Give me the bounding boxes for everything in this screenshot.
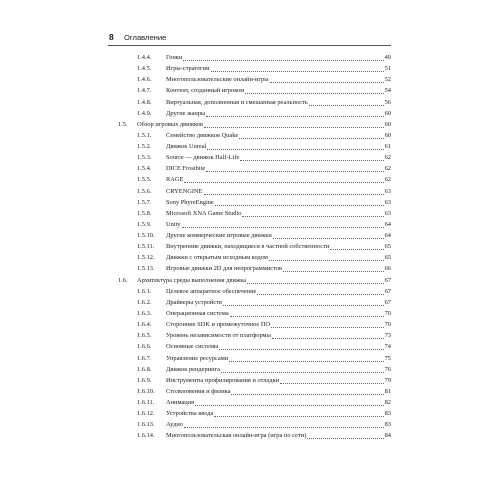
toc-leader-dots [182,226,384,228]
toc-entry-number: 1.6. [118,276,128,284]
toc-entry-number: 1.5.8. [137,209,152,217]
toc-entry-number: 1.5.1. [137,131,152,139]
toc-leader-dots [257,293,383,295]
toc-leader-dots [211,70,384,72]
toc-leader-dots [229,360,383,362]
toc-entry-title: Многопользовательская онлайн-игра (игра по сети) [166,432,307,440]
toc-entry-title: Контент, созданный игроком [166,87,245,95]
toc-entry-number: 1.5.11. [137,243,155,251]
toc-entry-number: 1.5.10. [137,232,155,240]
toc-entry-title: Microsoft XNA Game Studio [166,209,242,217]
toc-entry [0,109,500,119]
toc-entry [0,231,500,241]
toc-entry-title: Многопользовательские онлайн-игры [166,76,269,84]
toc-entry-title: Драйверы устройств [166,298,223,306]
toc-entry [0,287,500,297]
toc-leader-dots [239,137,383,139]
toc-entry [0,276,500,286]
toc-entry-title: Архитектура среды выполнения движка [137,276,247,284]
toc-entry [0,242,500,252]
toc-leader-dots [247,282,383,284]
toc-leader-dots [283,270,384,272]
toc-entry-title: Столкновения и физика [166,387,231,395]
toc-leader-dots [272,337,384,339]
toc-leader-dots [242,215,383,217]
toc-entry-number: 1.5. [118,120,128,128]
toc-leader-dots [307,437,383,439]
toc-entry-number: 1.6.4. [137,321,152,329]
toc-entry-title: Движок Unreal [166,143,207,151]
toc-entry-number: 1.4.5. [137,65,152,73]
toc-entry-page: 82 [384,399,391,407]
toc-entry [0,131,500,141]
toc-entry-number: 1.4.7. [137,87,152,95]
running-title: Оглавление [124,33,167,42]
toc-entry-title: Уровень независимости от платформы [166,332,271,340]
toc-leader-dots [183,59,383,61]
toc-entry-title: Source — движок Half-Life [166,154,240,162]
toc-leader-dots [223,304,384,306]
toc-entry [0,86,500,96]
toc-entry-title: Другие коммерческие игровые движки [166,232,272,240]
toc-entry [0,331,500,341]
toc-entry-page: 62 [384,154,391,162]
toc-leader-dots [215,204,384,206]
toc-entry-page: 63 [384,187,391,195]
toc-entry-page: 81 [384,387,391,395]
toc-entry [0,253,500,263]
toc-entry-number: 1.6.5. [137,332,152,340]
toc-entry [0,187,500,197]
toc-leader-dots [221,371,384,373]
toc-leader-dots [280,382,384,384]
toc-leader-dots [184,426,384,428]
toc-entry-title: Семейство движков Quake [166,131,239,139]
toc-entry-number: 1.4.9. [137,109,152,117]
toc-entry [0,320,500,330]
toc-entry-page: 67 [384,276,391,284]
toc-entry [0,354,500,364]
toc-entry-number: 1.5.6. [137,187,152,195]
toc-entry-number: 1.5.3. [137,154,152,162]
toc-leader-dots [309,104,384,106]
toc-entry-number: 1.5.4. [137,165,152,173]
toc-entry-page: 79 [384,376,391,384]
toc-entry-page: 83 [384,410,391,418]
toc-entry-page: 84 [384,432,391,440]
toc-entry-title: Основные системы [166,343,219,351]
toc-entry-number: 1.6.7. [137,354,152,362]
toc-entry-title: Другие жанры [166,109,206,117]
toc-entry-page: 56 [384,98,391,106]
toc-entry [0,209,500,219]
page-number: 8 [109,32,114,42]
toc-entry [0,120,500,130]
toc-entry [0,98,500,108]
toc-entry-title: Unity [166,220,181,228]
toc-entry-title: Игры-стратегии [166,65,210,73]
toc-entry [0,220,500,230]
toc-entry-page: 63 [384,209,391,217]
toc-entry-page: 70 [384,309,391,317]
toc-entry-page: 70 [384,321,391,329]
toc-entry [0,64,500,74]
toc-entry-title: Виртуальная, дополненная и смешанная реальность [166,98,308,106]
toc-entry [0,164,500,174]
toc-entry-title: Движки с открытым исходным кодом [166,254,268,262]
toc-entry-title: Управление ресурсами [166,354,229,362]
toc-leader-dots [271,326,384,328]
toc-entry-number: 1.5.7. [137,198,152,206]
toc-entry-title: Аудио [166,421,183,429]
toc-entry-number: 1.6.2. [137,298,152,306]
toc-entry-title: Движок рендеринга [166,365,220,373]
toc-entry-number: 1.6.14. [137,432,155,440]
toc-entry-page: 63 [384,198,391,206]
toc-leader-dots [240,159,383,161]
toc-entry [0,264,500,274]
toc-entry [0,198,500,208]
toc-entry-title: Sony PhyreEngine [166,198,214,206]
toc-leader-dots [273,237,384,239]
toc-entry-page: 64 [384,220,391,228]
toc-entry-page: 54 [384,87,391,95]
toc-entry-page: 51 [384,65,391,73]
toc-entry-number: 1.6.3. [137,309,152,317]
toc-entry-page: 61 [384,143,391,151]
toc-leader-dots [270,81,384,83]
toc-entry-number: 1.6.8. [137,365,152,373]
toc-entry [0,376,500,386]
toc-entry [0,431,500,441]
running-header [108,31,391,46]
toc-entry-page: 74 [384,343,391,351]
toc-entry [0,420,500,430]
toc-entry-page: 67 [384,287,391,295]
toc-entry-title: DICE Frostbite [166,165,206,173]
toc-entry-title: CRYENGINE [166,187,203,195]
toc-entry [0,142,500,152]
toc-entry-page: 62 [384,176,391,184]
toc-entry-number: 1.5.13. [137,265,155,273]
toc-entry-page: 62 [384,165,391,173]
toc-entry-title: RAGE [166,176,184,184]
toc-entry-page: 65 [384,243,391,251]
toc-entry-number: 1.5.12. [137,254,155,262]
toc-entry-number: 1.6.10. [137,387,155,395]
toc-leader-dots [231,393,383,395]
toc-leader-dots [207,148,383,150]
toc-entry-number: 1.5.2. [137,143,152,151]
toc-entry [0,342,500,352]
toc-entry-page: 76 [384,365,391,373]
toc-entry-title: Внутренние движки, находящиеся в частной собственности [166,243,330,251]
toc-entry [0,153,500,163]
toc-entry-title: Операционная система [166,309,229,317]
toc-leader-dots [219,348,383,350]
toc-entry-page: 73 [384,332,391,340]
toc-entry-title: Устройства ввода [166,410,214,418]
toc-entry-number: 1.6.13. [137,421,155,429]
toc-entry-page: 60 [384,109,391,117]
toc-leader-dots [214,415,383,417]
toc-entry-title: Гонки [166,54,183,61]
toc-entry-title: Целевое аппаратное обеспечение [166,287,257,295]
toc-entry [0,298,500,308]
toc-entry [0,53,500,63]
toc-leader-dots [184,181,383,183]
toc-entry-number: 1.6.9. [137,376,152,384]
toc-entry-number: 1.4.6. [137,76,152,84]
toc-entry-number: 1.6.11. [137,399,155,407]
toc-entry-title: Инструменты профилирования и отладки [166,376,280,384]
toc-entry-page: 75 [384,354,391,362]
toc-entry [0,309,500,319]
toc-leader-dots [195,404,384,406]
toc-entry-page: 52 [384,76,391,84]
toc-entry-title: Сторонние SDK и промежуточное ПО [166,321,271,329]
toc-entry-page: 60 [384,120,391,128]
toc-entry-page: 65 [384,254,391,262]
toc-entry [0,387,500,397]
toc-entry-number: 1.4.8. [137,98,152,106]
toc-entry-page: 83 [384,421,391,429]
toc-leader-dots [330,248,383,250]
toc-entry-page: 49 [384,54,391,61]
toc-entry-title: Анимация [166,399,195,407]
toc-entry [0,398,500,408]
toc-entry-page: 60 [384,131,391,139]
toc-entry [0,175,500,185]
toc-leader-dots [269,259,384,261]
toc-entry [0,409,500,419]
toc-entry [0,365,500,375]
toc-entry-title: Обзор игровых движков [137,120,203,128]
toc-entry-number: 1.6.6. [137,343,152,351]
toc-entry-page: 66 [384,265,391,273]
toc-entry-page: 67 [384,298,391,306]
toc-leader-dots [230,315,384,317]
toc-entry-number: 1.5.9. [137,220,152,228]
toc-leader-dots [204,193,384,195]
toc-leader-dots [206,115,383,117]
toc-leader-dots [204,126,384,128]
toc-leader-dots [245,92,383,94]
toc-entry-number: 1.6.12. [137,410,155,418]
toc-entry-page: 64 [384,232,391,240]
toc-entry-title: Игровые движки 2D для непрограммистов [166,265,282,273]
toc-leader-dots [206,170,383,172]
toc-entry-number: 1.4.4. [137,54,152,61]
toc-entry-number: 1.6.1. [137,287,152,295]
toc-entry [0,75,500,85]
toc-entry-number: 1.5.5. [137,176,152,184]
